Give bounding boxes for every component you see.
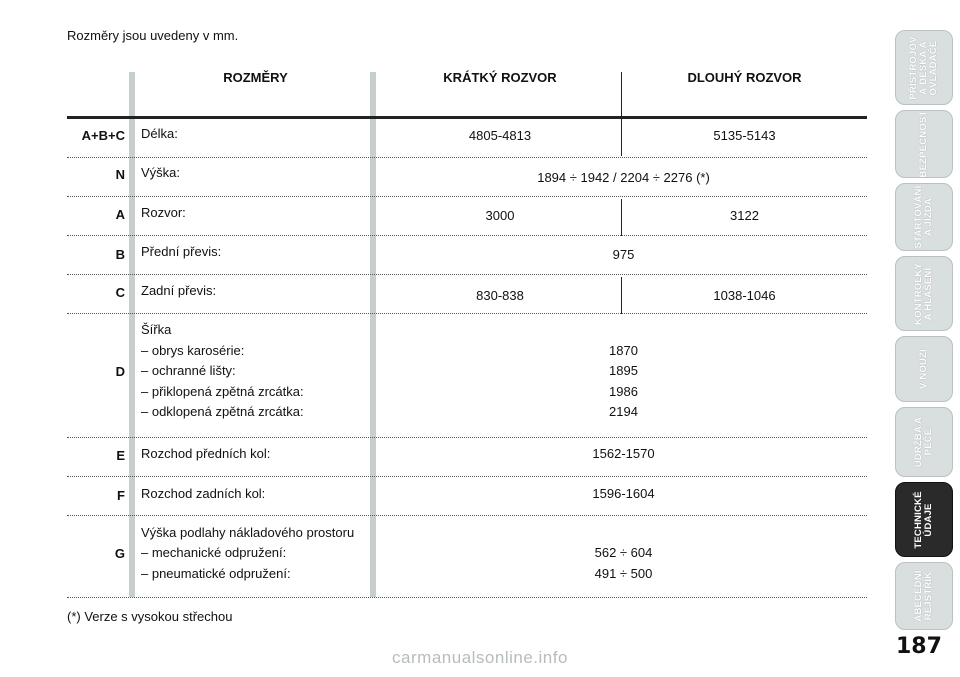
row-divider [67, 157, 867, 158]
row-code: E [116, 448, 125, 463]
row-divider [67, 515, 867, 516]
tab-label: STARTOVÁNÍ A JÍZDA [913, 185, 934, 249]
row-label: Délka: [141, 126, 178, 141]
value-both: 1870 [609, 343, 638, 358]
row-sublabel: – obrys karosérie: [141, 343, 245, 358]
tab-abecedni-rejstrik[interactable] [895, 562, 953, 630]
row-code: A+B+C [81, 128, 125, 143]
row-code: C [115, 285, 125, 300]
page-number: 187 [896, 634, 942, 659]
row-label: Rozvor: [141, 205, 186, 220]
tab-label: PŘÍSTROJOV Á DESKA A OVLADAČE [908, 35, 939, 100]
row-code: A [115, 207, 125, 222]
row-code: B [115, 247, 125, 262]
value-both: 975 [612, 247, 635, 262]
header-divider [621, 72, 622, 116]
row-sublabel: – ochranné lišty: [141, 363, 236, 378]
table-bottom-rule [67, 597, 867, 598]
tab-kontrolky[interactable] [895, 256, 953, 331]
tab-label: TECHNICKÉ ÚDAJE [913, 490, 934, 549]
row-divider [67, 437, 867, 438]
row-sublabel: – odklopená zpětná zrcátka: [141, 404, 304, 419]
tab-label: ABECEDNÍ REJSTŘÍK [913, 570, 934, 622]
value-both: 1895 [609, 363, 638, 378]
row-label: Rozchod zadních kol: [141, 486, 266, 501]
tab-udrzba[interactable] [895, 407, 953, 477]
header-rule [67, 116, 867, 119]
tab-technicke-udaje[interactable] [895, 482, 953, 557]
row-code: D [115, 364, 125, 379]
row-label: Zadní převis: [141, 283, 217, 298]
tab-label: ÚDRŽBA A PÉČE [913, 416, 934, 468]
row-label: Přední převis: [141, 244, 222, 259]
value-long: 5135-5143 [713, 128, 776, 143]
value-both: 2194 [609, 404, 638, 419]
value-both: 562 ÷ 604 [594, 545, 653, 560]
tab-startovani[interactable] [895, 183, 953, 251]
header-dimensions: ROZMĚRY [223, 70, 288, 85]
tab-label: BEZPEČNOST [918, 110, 929, 178]
value-both: 1562-1570 [592, 446, 655, 461]
row-divider [67, 476, 867, 477]
row-divider [67, 196, 867, 197]
row-code: N [115, 167, 125, 182]
table-right-bar [370, 72, 376, 597]
row-divider [67, 313, 867, 314]
units-note: Rozměry jsou uvedeny v mm. [67, 28, 239, 43]
row-label: Rozchod předních kol: [141, 446, 271, 461]
header-long-wheelbase: DLOUHÝ ROZVOR [687, 70, 802, 85]
row-sublabel: – mechanické odpružení: [141, 545, 287, 560]
row-code: G [114, 546, 125, 561]
watermark: carmanualsonline.info [392, 648, 568, 667]
row-label: Šířka [141, 322, 172, 337]
value-short: 830-838 [476, 288, 524, 303]
row-label: Výška: [141, 165, 181, 180]
tab-v-nouzi[interactable] [895, 336, 953, 402]
value-short: 4805-4813 [468, 128, 532, 143]
header-short-wheelbase: KRÁTKÝ ROZVOR [443, 70, 557, 85]
row-divider [67, 274, 867, 275]
row-divider [67, 235, 867, 236]
tab-pristrojova-deska[interactable] [895, 30, 953, 105]
table-left-bar [129, 72, 135, 597]
row-label: Výška podlahy nákladového prostoru [141, 525, 355, 540]
value-both: 1986 [609, 384, 638, 399]
tab-label: V NOUZI [918, 349, 929, 389]
value-both: 1596-1604 [592, 486, 655, 501]
value-both: 491 ÷ 500 [594, 566, 653, 581]
value-short: 3000 [485, 208, 515, 223]
value-long: 3122 [730, 208, 759, 223]
value-both: 1894 ÷ 1942 / 2204 ÷ 2276 (*) [537, 170, 710, 185]
footnote: (*) Verze s vysokou střechou [67, 609, 233, 624]
tab-bezpecnost[interactable] [895, 110, 953, 178]
row-code: F [117, 488, 125, 503]
value-long: 1038-1046 [713, 288, 776, 303]
row-sublabel: – přiklopená zpětná zrcátka: [141, 384, 304, 399]
tab-label: KONTROLKY A HLÁŠENÍ [913, 262, 934, 325]
row-sublabel: – pneumatické odpružení: [141, 566, 291, 581]
